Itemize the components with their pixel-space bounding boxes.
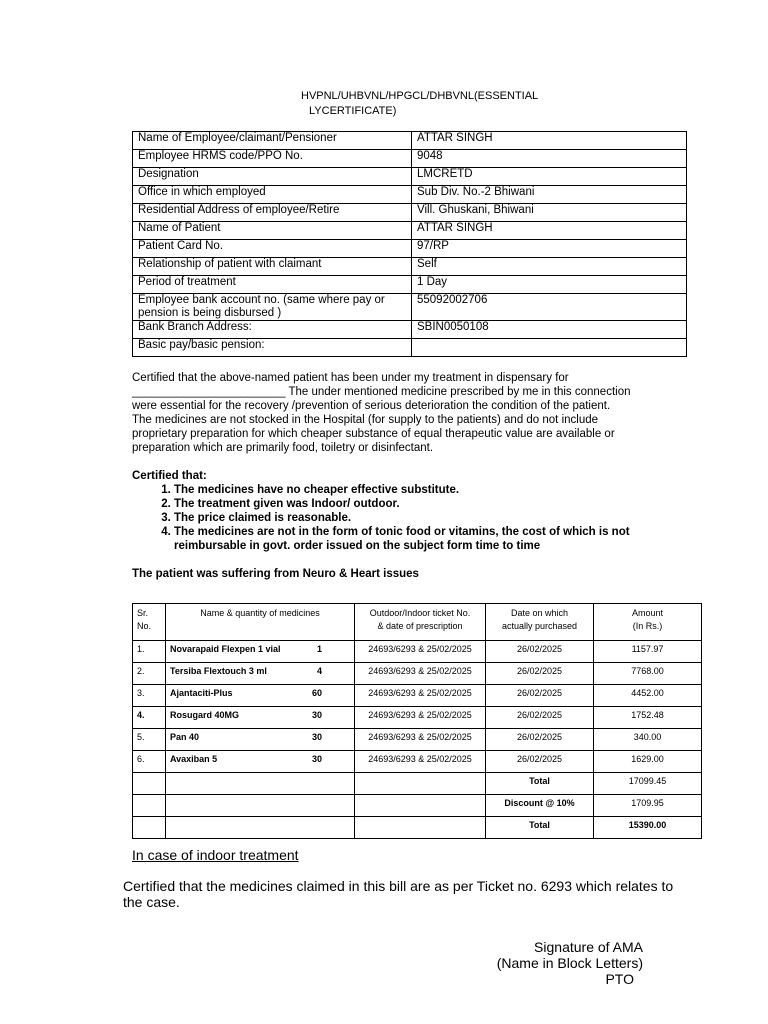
purchase-date-cell: 26/02/2025 [486,641,594,663]
info-row [133,132,687,150]
medicine-name-qty [170,754,350,764]
summary-value: 15390.00 [594,817,702,839]
medicine-quantity: 30 [311,732,322,742]
info-label: Designation [133,168,412,186]
amount-cell: 340.00 [594,729,702,751]
certification-point: 1. The medicines have no cheaper effective substitute. [174,483,652,497]
amount-cell: 1629.00 [594,751,702,773]
info-label: Name of Employee/claimant/Pensioner [133,132,412,150]
medicine-cell [166,685,355,707]
empty-cell [133,817,166,839]
info-label: Residential Address of employee/Retire [133,204,412,222]
medicine-cell [166,729,355,751]
info-value: Self [412,258,687,276]
ticket-cell: 24693/6293 & 25/02/2025 [355,663,486,685]
certification-points [132,483,652,553]
info-value: 55092002706 [412,294,687,321]
empty-cell [166,817,355,839]
certified-that-heading: Certified that: [132,470,207,482]
sr-no-cell: 5. [133,729,166,751]
medicine-quantity: 60 [311,688,322,698]
medicine-row [133,663,702,685]
purchase-date-cell: 26/02/2025 [486,685,594,707]
info-value: 1 Day [412,276,687,294]
amount-cell: 1157.97 [594,641,702,663]
medicine-name: Pan 40 [170,732,200,742]
empty-cell [355,795,486,817]
empty-cell [166,795,355,817]
column-header: Amount (In Rs.) [594,604,702,641]
block-letters-label: (Name in Block Letters) [496,955,643,971]
info-value: 9048 [412,150,687,168]
empty-cell [355,817,486,839]
medicine-cell [166,751,355,773]
info-label: Employee HRMS code/PPO No. [133,150,412,168]
medicine-name-qty [170,710,350,720]
info-row [133,294,687,321]
total-row [133,773,702,795]
ticket-cell: 24693/6293 & 25/02/2025 [355,707,486,729]
info-label: Bank Branch Address: [133,321,412,339]
info-label: Office in which employed [133,186,412,204]
cert-line: Certified that the above-named patient has been under my treatment in dispensary for [132,372,569,384]
info-row [133,321,687,339]
amount-cell: 1752.48 [594,707,702,729]
medicine-name: Novarapaid Flexpen 1 vial [170,644,281,654]
indoor-heading: In case of indoor treatment [132,847,299,863]
medicine-row [133,641,702,663]
medicine-name-qty [170,666,350,676]
indoor-line: Certified that the medicines claimed in this bill are as per Ticket no. 6293 which relates to [123,878,674,894]
info-row [133,150,687,168]
medicine-row [133,729,702,751]
column-header: Name & quantity of medicines [166,604,355,641]
medicine-name: Avaxiban 5 [170,754,218,764]
summary-value: 1709.95 [594,795,702,817]
ticket-cell: 24693/6293 & 25/02/2025 [355,729,486,751]
purchase-date-cell: 26/02/2025 [486,729,594,751]
suffering-statement: The patient was suffering from Neuro & Heart issues [132,568,419,580]
medicine-row [133,707,702,729]
sr-no-cell: 4. [133,707,166,729]
ticket-cell: 24693/6293 & 25/02/2025 [355,685,486,707]
medicine-quantity: 30 [311,754,322,764]
amount-cell: 7768.00 [594,663,702,685]
summary-label: Discount @ 10% [486,795,594,817]
info-label: Employee bank account no. (same where pay or pension is being disbursed ) [133,294,412,321]
certification-paragraph [132,371,692,455]
sr-no-cell: 3. [133,685,166,707]
form-title-line2: LYCERTIFICATE) [309,105,397,117]
column-header: Outdoor/Indoor ticket No. & date of prescription [355,604,486,641]
summary-label: Total [486,773,594,795]
medicine-header-row [133,604,702,641]
discount-row [133,795,702,817]
info-label: Relationship of patient with claimant [133,258,412,276]
column-header: Sr. No. [133,604,166,641]
purchase-date-cell: 26/02/2025 [486,751,594,773]
info-label: Basic pay/basic pension: [133,339,412,357]
cert-line: proprietary preparation for which cheaper substance of equal therapeutic value are available or [132,428,615,440]
amount-cell: 4452.00 [594,685,702,707]
medicine-row [133,751,702,773]
purchase-date-cell: 26/02/2025 [486,707,594,729]
form-title-line1: HVPNL/UHBVNL/HPGCL/DHBVNL(ESSENTIAL [301,90,539,102]
ticket-cell: 24693/6293 & 25/02/2025 [355,751,486,773]
empty-cell [133,795,166,817]
medicine-name: Ajantaciti-Plus [170,688,233,698]
medicine-name: Tersiba Flextouch 3 ml [170,666,267,676]
signature-block [440,939,643,987]
certification-point: 2. The treatment given was Indoor/ outdoor. [174,497,652,511]
info-row [133,339,687,357]
info-row [133,186,687,204]
empty-cell [133,773,166,795]
medicine-table [132,603,702,839]
medicine-name: Rosugard 40MG [170,710,240,720]
column-header: Date on which actually purchased [486,604,594,641]
summary-value: 17099.45 [594,773,702,795]
info-value [412,339,687,357]
info-label: Period of treatment [133,276,412,294]
pto-label: PTO [605,971,634,987]
medicine-cell [166,641,355,663]
indoor-certification [123,878,683,910]
info-row [133,168,687,186]
cert-line: preparation which are primarily food, toiletry or disinfectant. [132,442,434,454]
form-title [301,89,538,119]
medicine-quantity: 4 [316,666,322,676]
info-value: LMCRETD [412,168,687,186]
medicine-quantity: 30 [311,710,322,720]
medicine-cell [166,663,355,685]
sr-no-cell: 1. [133,641,166,663]
summary-label: Total [486,817,594,839]
info-value: ATTAR SINGH [412,132,687,150]
info-row [133,204,687,222]
medicine-name-qty [170,732,350,742]
info-value: Sub Div. No.-2 Bhiwani [412,186,687,204]
info-row [133,240,687,258]
info-row [133,258,687,276]
cert-line: were essential for the recovery /prevention of serious deterioration the condition of the patient. [132,400,611,412]
medicine-quantity: 1 [316,644,322,654]
cert-line: The medicines are not stocked in the Hospital (for supply to the patients) and do not include [132,414,599,426]
medicine-cell [166,707,355,729]
purchase-date-cell: 26/02/2025 [486,663,594,685]
net-total-row [133,817,702,839]
signature-label: Signature of AMA [534,939,643,955]
certification-point: 4. The medicines are not in the form of tonic food or vitamins, the cost of which is not reimbursable in govt. order issued on the subject form time to time [174,525,652,553]
indoor-line: the case. [123,894,180,910]
empty-cell [166,773,355,795]
info-row [133,222,687,240]
medicine-row [133,685,702,707]
info-value: Vill. Ghuskani, Bhiwani [412,204,687,222]
cert-line: ________________________ The under mentioned medicine prescribed by me in this connection [132,386,631,398]
info-row [133,276,687,294]
info-value: ATTAR SINGH [412,222,687,240]
medicine-name-qty [170,688,350,698]
info-value: SBIN0050108 [412,321,687,339]
sr-no-cell: 2. [133,663,166,685]
info-label: Patient Card No. [133,240,412,258]
ticket-cell: 24693/6293 & 25/02/2025 [355,641,486,663]
certification-point: 3. The price claimed is reasonable. [174,511,652,525]
info-value: 97/RP [412,240,687,258]
info-label: Name of Patient [133,222,412,240]
sr-no-cell: 6. [133,751,166,773]
medicine-name-qty [170,644,350,654]
employee-info-table [132,131,687,357]
empty-cell [355,773,486,795]
